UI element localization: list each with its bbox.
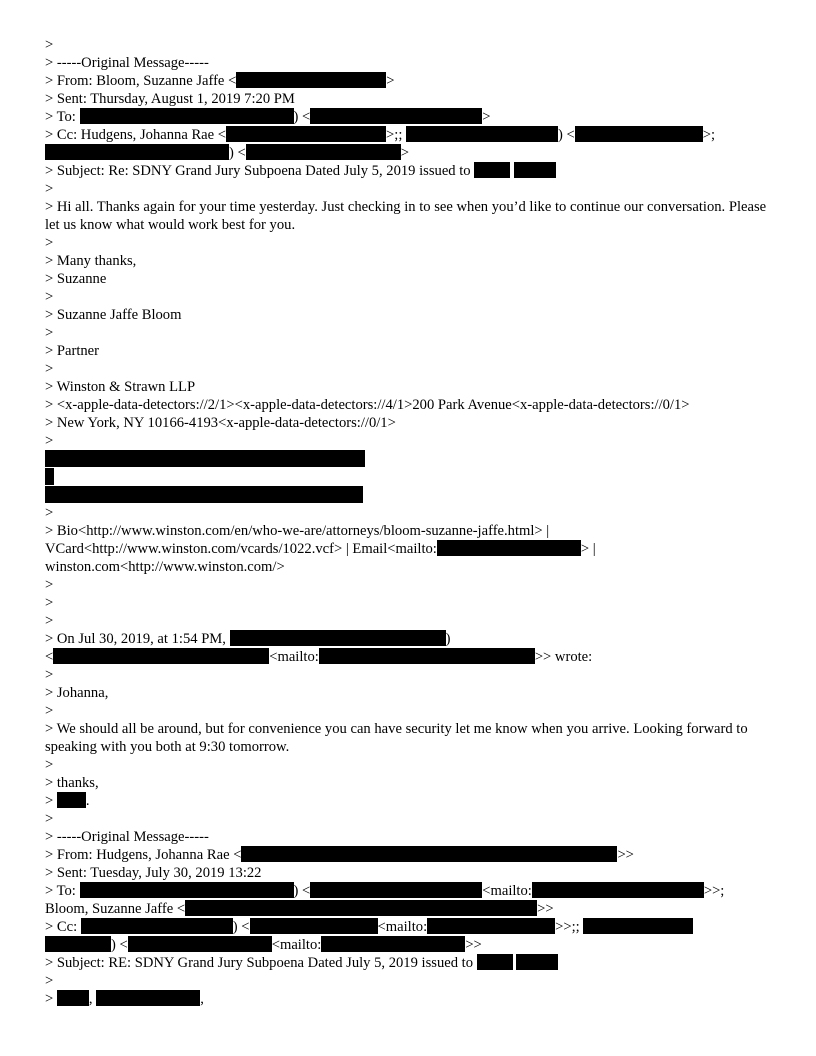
cc-line bbox=[45, 126, 775, 144]
to-text: > To: bbox=[45, 109, 80, 125]
quote-line: > bbox=[45, 973, 54, 989]
redaction bbox=[230, 630, 446, 646]
signature-address-1: > <x-apple-data-detectors://2/1><x-apple-data-detectors://4/1>200 Park Avenue<x-apple-data-detectors://0/1> bbox=[45, 397, 690, 413]
mailto-text: <mailto: bbox=[377, 919, 428, 935]
links-text: VCard<http://www.winston.com/vcards/1022.vcf> | Email<mailto: bbox=[45, 541, 437, 557]
punct: ; bbox=[398, 127, 407, 143]
original-message-divider: > -----Original Message----- bbox=[45, 55, 209, 71]
redaction bbox=[81, 918, 233, 934]
salutation-line bbox=[45, 990, 775, 1008]
redaction-block bbox=[45, 450, 365, 467]
quote-line: > bbox=[45, 703, 54, 719]
punct: >>; bbox=[555, 919, 576, 935]
from-text: > From: Bloom, Suzanne Jaffe < bbox=[45, 73, 237, 89]
punct: >> bbox=[465, 937, 482, 953]
punct: , bbox=[200, 991, 204, 1007]
punct: >> bbox=[617, 847, 634, 863]
punct: ) bbox=[445, 631, 451, 647]
cc-line bbox=[45, 918, 775, 936]
signature-title: > Partner bbox=[45, 343, 100, 359]
redaction bbox=[96, 990, 200, 1006]
redaction bbox=[250, 918, 378, 934]
from-text: > From: Hudgens, Johanna Rae < bbox=[45, 847, 242, 863]
redaction bbox=[128, 936, 272, 952]
redaction bbox=[532, 882, 704, 898]
quote-line: > bbox=[45, 595, 54, 611]
to-line bbox=[45, 108, 775, 126]
redaction bbox=[226, 126, 386, 142]
redaction bbox=[575, 126, 703, 142]
punct: . bbox=[85, 793, 90, 809]
punct: >; bbox=[386, 127, 399, 143]
punct: > bbox=[482, 109, 491, 125]
signature-name: > Suzanne Jaffe Bloom bbox=[45, 307, 182, 323]
signature-address-2: > New York, NY 10166-4193<x-apple-data-detectors://0/1> bbox=[45, 415, 396, 431]
redaction bbox=[437, 540, 581, 556]
subject-line bbox=[45, 954, 775, 972]
punct: >>; bbox=[703, 883, 725, 899]
subject-text: > Subject: RE: SDNY Grand Jury Subpoena Dated July 5, 2019 issued to bbox=[45, 955, 477, 971]
punct: >; bbox=[702, 127, 716, 143]
quote-line: > bbox=[45, 325, 54, 341]
signature-links-continued bbox=[45, 540, 775, 558]
redaction bbox=[321, 936, 465, 952]
redaction bbox=[474, 162, 510, 178]
quote-line: > bbox=[45, 505, 54, 521]
email-document bbox=[45, 36, 775, 1008]
redaction bbox=[477, 954, 513, 970]
original-message-divider: > -----Original Message----- bbox=[45, 829, 209, 845]
quote-line: > bbox=[45, 37, 54, 53]
from-line bbox=[45, 72, 775, 90]
cc-text: > Cc: bbox=[45, 919, 81, 935]
redaction bbox=[57, 792, 86, 808]
on-text: > On Jul 30, 2019, at 1:54 PM, bbox=[45, 631, 230, 647]
mailto-text: <mailto: bbox=[482, 883, 532, 899]
signature-firm: > Winston & Strawn LLP bbox=[45, 379, 196, 395]
quote-line: > bbox=[45, 289, 54, 305]
quote-line: > bbox=[45, 667, 54, 683]
punct: > bbox=[45, 793, 57, 809]
punct: > | bbox=[580, 541, 596, 557]
quote-line: > bbox=[45, 235, 54, 251]
redaction bbox=[80, 108, 294, 124]
punct: < bbox=[45, 649, 54, 665]
redaction bbox=[185, 900, 537, 916]
punct: ) < bbox=[293, 109, 311, 125]
redaction-block bbox=[45, 468, 54, 485]
bloom-text: Bloom, Suzanne Jaffe < bbox=[45, 901, 186, 917]
punct: ) < bbox=[293, 883, 311, 899]
signature-links: > Bio<http://www.winston.com/en/who-we-are/attorneys/bloom-suzanne-jaffe.html> | bbox=[45, 523, 550, 539]
quote-line: > bbox=[45, 577, 54, 593]
signoff-name: > Suzanne bbox=[45, 271, 107, 287]
punct: ; bbox=[575, 919, 584, 935]
subject-text: > Subject: Re: SDNY Grand Jury Subpoena Dated July 5, 2019 issued to bbox=[45, 163, 475, 179]
punct: >> bbox=[537, 901, 554, 917]
redaction bbox=[53, 648, 269, 664]
redaction bbox=[319, 648, 535, 664]
punct: > bbox=[45, 991, 57, 1007]
on-date-wrote-continued bbox=[45, 648, 775, 666]
redaction bbox=[80, 882, 294, 898]
mailto-text: <mailto: bbox=[269, 649, 319, 665]
redaction-block bbox=[45, 486, 363, 503]
redaction bbox=[57, 990, 89, 1006]
wrote-text: >> wrote: bbox=[534, 649, 593, 665]
quote-line: > bbox=[45, 361, 54, 377]
punct: > bbox=[400, 145, 409, 161]
redaction bbox=[45, 144, 229, 160]
redaction bbox=[310, 108, 482, 124]
signature-website: winston.com<http://www.winston.com/> bbox=[45, 559, 285, 575]
punct: ) < bbox=[232, 919, 250, 935]
redaction bbox=[516, 954, 558, 970]
body-paragraph: > We should all be around, but for convenience you can have security let me know when you arrive. Looking forward to speaking with you both at 9:30 tomorrow. bbox=[45, 721, 748, 755]
redaction bbox=[406, 126, 558, 142]
quote-line: > bbox=[45, 757, 54, 773]
to-line bbox=[45, 882, 775, 900]
to-line-continued bbox=[45, 900, 775, 918]
punct: > bbox=[386, 73, 395, 89]
to-text: > To: bbox=[45, 883, 80, 899]
redaction bbox=[236, 72, 386, 88]
sent-line: > Sent: Thursday, August 1, 2019 7:20 PM bbox=[45, 91, 295, 107]
sent-line: > Sent: Tuesday, July 30, 2019 13:22 bbox=[45, 865, 262, 881]
mailto-text: <mailto: bbox=[271, 937, 322, 953]
cc-line-continued bbox=[45, 144, 775, 162]
punct: ) < bbox=[111, 937, 128, 953]
cc-line-continued bbox=[45, 936, 775, 954]
redaction bbox=[583, 918, 693, 934]
redaction bbox=[241, 846, 617, 862]
redaction bbox=[427, 918, 555, 934]
quote-line: > bbox=[45, 433, 54, 449]
quote-line: > bbox=[45, 811, 54, 827]
signoff: > thanks, bbox=[45, 775, 99, 791]
greeting: > Johanna, bbox=[45, 685, 109, 701]
redaction bbox=[45, 936, 111, 952]
subject-line bbox=[45, 162, 775, 180]
punct: ) < bbox=[229, 145, 246, 161]
cc-text: > Cc: Hudgens, Johanna Rae < bbox=[45, 127, 227, 143]
punct: , bbox=[88, 991, 97, 1007]
quote-line: > bbox=[45, 181, 54, 197]
signoff: > Many thanks, bbox=[45, 253, 137, 269]
redaction bbox=[246, 144, 401, 160]
on-date-wrote-line bbox=[45, 630, 775, 648]
body-paragraph: > Hi all. Thanks again for your time yesterday. Just checking in to see when you’d like to continue our conversation. Please let us know what would work best for you. bbox=[45, 199, 767, 233]
quote-line: > bbox=[45, 613, 54, 629]
redaction bbox=[514, 162, 556, 178]
signoff-name bbox=[45, 792, 775, 810]
redaction bbox=[310, 882, 482, 898]
punct: ) < bbox=[558, 127, 575, 143]
from-line bbox=[45, 846, 775, 864]
